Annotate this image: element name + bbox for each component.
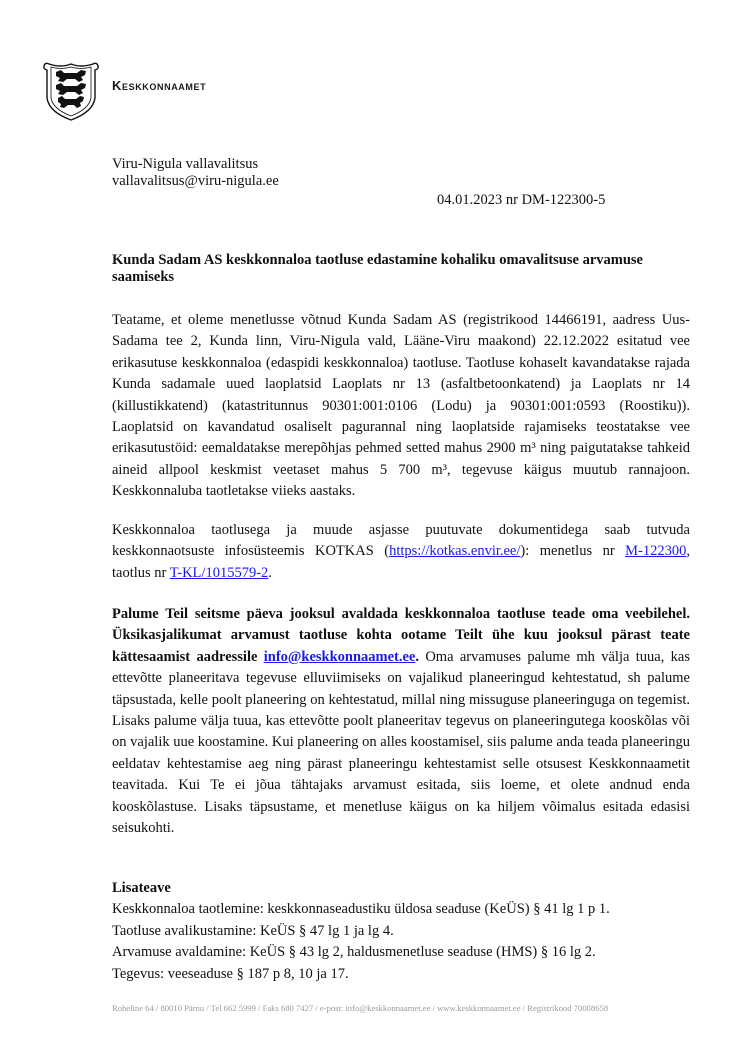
additional-info-line: Tegevus: veeseaduse § 187 p 8, 10 ja 17. [112, 965, 349, 982]
estonian-coat-of-arms-icon [41, 58, 101, 122]
p2-text: Keskkonnaloa taotlusega ja muude asjasse puutuvate dokumentidega saab tutvuda keskkonnaotsuste infosüsteemis KOTKAS ( [112, 522, 690, 560]
kotkas-link[interactable]: https://kotkas.envir.ee/ [389, 543, 521, 560]
document-title: Kunda Sadam AS keskkonnaloa taotluse edastamine kohaliku omavalitsuse arvamuse saamiseks [112, 252, 643, 285]
additional-info-line: Taotluse avalikustamine: KeÜS § 47 lg 1 ja lg 4. [112, 922, 394, 939]
p3-bold-text: . [415, 648, 420, 665]
p3-bold-text: Palume Teil seitsme päeva jooksul avaldada keskkonnaloa taotluse teade oma veebilehel. Üksikasjalikumat arvamust taotluse kohta ootame Teilt ühe kuu jooksul pärast teate kättesaamist aadressile [112, 606, 690, 665]
recipient-email: vallavalitsus@viru-nigula.ee [112, 173, 279, 189]
org-name: Keskkonnaamet [112, 78, 207, 93]
additional-info-line: Arvamuse avaldamine: KeÜS § 43 lg 2, haldusmenetluse seaduse (HMS) § 16 lg 2. [112, 944, 596, 961]
additional-info-line: Keskkonnaloa taotlemine: keskkonnaseadustiku üldosa seaduse (KeÜS) § 41 lg 1 p 1. [112, 901, 610, 918]
p3-text: Oma arvamuses palume mh välja tuua, kas ettevõtte planeeritava tegevuse elluviimiseks on vajalikud planeeringud kehtestatud, sh palume täpsustada, kelle poolt planeering on kehtestatud, millal ning missuguse planeeringuga on tegemist. Lisaks palume välja tuua, kas ettevõtte poolt planeeritav tegevus on planeeringutega kooskõlas või on vajalik uue koostamine. Kui planeering on alles koostamisel, siis palume anda teada planeeringu eeldatav kehtestamise aeg ning pärast planeeringu kehtestamist selle otsusest Keskkonnaametit teavitada. Kui Te ei jõua tähtajaks arvamust esitada, siis loeme, et olete andnud enda kooskõlastuse. Lisaks täpsustame, et menetluse käigus on ka hiljem võimalus esitada edasisi seisukohti. [112, 648, 690, 837]
email-link[interactable]: info@keskkonnaamet.ee [263, 648, 416, 665]
recipient-name: Viru-Nigula vallavalitsus [112, 156, 259, 172]
additional-info-heading: Lisateave [112, 880, 171, 896]
menetlus-link[interactable]: M-122300 [625, 543, 687, 560]
paragraph-application-notice: Teatame, et oleme menetlusse võtnud Kunda Sadam AS (registrikood 14466191, aadress Uus-Sadama tee 2, Kunda linn, Viru-Nigula vald, Lääne-Viru maakond) 22.12.2022 esitatud vee erikasutuse keskkonnaloa (edaspidi keskkonnaloa) taotluse. Taotluse kohaselt kavandatakse rajada Kunda sadamale uued laoplatsid Laoplats nr 13 (asfaltbetoonkatend) ja Laoplats nr 14 (killustikkatend) (katastritunnus 90301:001:0106 (Lodu) ja 90301:001:0593 (Roostiku)). Laoplatsid on kavandatud osaliselt pagurannal ning laoplatside rajamiseks teostatakse vee erikasutustöid: eemaldatakse merepõhjas pehmed setted mahus 2900 m³ ning paigutatakse tahkeid aineid allpool keskmist veetaset mahus 5 700 m³, tegevuse käigus muutub rannajoon. Keskkonnaluba taotletakse viieks aastaks. [112, 312, 690, 500]
p2-text: , taotlus nr [112, 543, 690, 581]
taotlus-link[interactable]: T-KL/1015579-2 [169, 564, 269, 581]
document-reference: 04.01.2023 nr DM-122300-5 [437, 192, 606, 208]
p2-text: . [268, 564, 272, 581]
recipient-block [112, 156, 279, 190]
paragraph-kotkas-info [112, 520, 690, 584]
additional-info-section [112, 878, 702, 985]
page-footer: Roheline 64 / 80010 Pärnu / Tel 662 5999 / Faks 680 7427 / e-post: info@keskkonnaamet.ee / www.keskkonnaamet.ee / Registrikood 70008658 [112, 1003, 609, 1013]
p2-text: ): menetlus nr [520, 543, 626, 560]
paragraph-opinion-request [112, 604, 690, 839]
